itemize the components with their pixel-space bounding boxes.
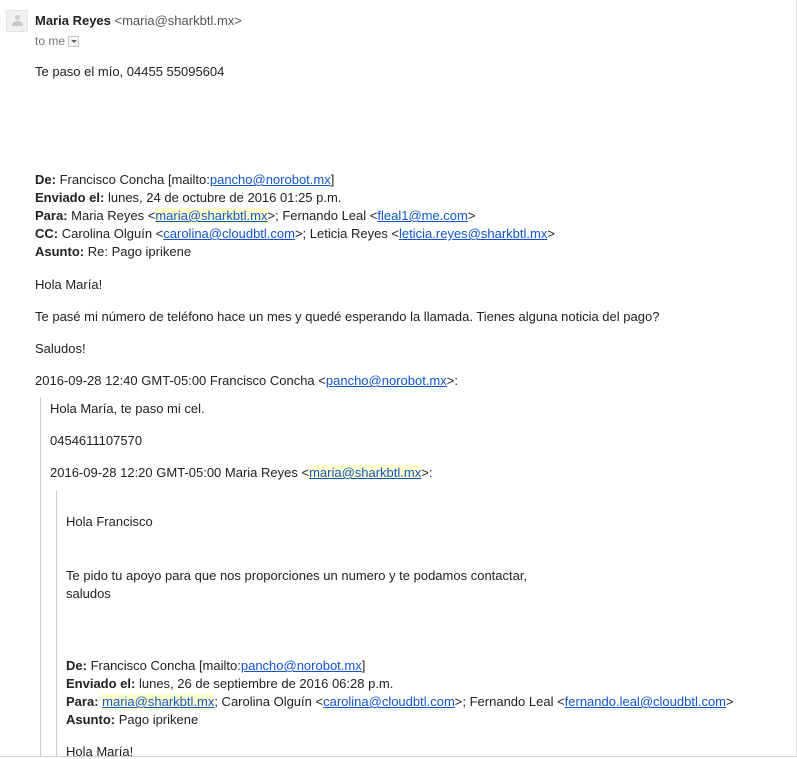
- quote1-line2: 0454611107570: [50, 433, 143, 448]
- fwd1-de-label: De:: [35, 172, 56, 187]
- quote2-para-email1-link[interactable]: maria@sharkbtl.mx: [102, 694, 215, 709]
- quote2-enviado-label: Enviado el:: [66, 676, 136, 691]
- fwd1-cc-close: >: [547, 226, 555, 241]
- fwd1-asunto-line: [35, 244, 191, 259]
- quote2-greeting2: Hola María!: [66, 744, 134, 759]
- fwd1-quote-header-email-link[interactable]: pancho@norobot.mx: [325, 373, 447, 388]
- quote2-asunto-line: [66, 712, 198, 727]
- fwd1-de-line: [35, 172, 334, 187]
- quote2-para-email3-link[interactable]: fernando.leal@cloudbtl.com: [564, 694, 727, 709]
- fwd1-enviado-label: Enviado el:: [35, 190, 105, 205]
- quote2-asunto-label: Asunto:: [66, 712, 116, 727]
- fwd1-quote-header: [35, 373, 458, 388]
- fwd1-de-close: ]: [330, 172, 335, 187]
- quote1-header-prefix: 2016-09-28 12:20 GMT-05:00 Maria Reyes <: [50, 465, 310, 480]
- quote2-greeting: Hola Francisco: [66, 514, 153, 529]
- quote2-de-line: [66, 658, 365, 673]
- quote2-para-close: >: [726, 694, 734, 709]
- fwd1-para-close: >: [467, 208, 476, 223]
- quote2-de-email-link[interactable]: pancho@norobot.mx: [240, 658, 362, 673]
- quote2-enviado-value: lunes, 26 de septiembre de 2016 06:28 p.m.: [135, 676, 394, 691]
- fwd1-enviado-value: lunes, 24 de octubre de 2016 01:25 p.m.: [104, 190, 342, 205]
- quote2-de-name: Francisco Concha [mailto:: [86, 658, 241, 673]
- fwd1-quote-header-suffix: >:: [446, 373, 458, 388]
- fwd1-cc-label: CC:: [35, 226, 59, 241]
- quote1-header-email-link[interactable]: maria@sharkbtl.mx: [309, 465, 422, 480]
- fwd1-quote-header-prefix: 2016-09-28 12:40 GMT-05:00 Francisco Concha <: [35, 373, 326, 388]
- to-me-label: to me: [35, 34, 66, 48]
- sender-name[interactable]: Maria Reyes: [35, 13, 111, 28]
- fwd1-cc-line: [35, 226, 555, 241]
- quote2-de-close: ]: [361, 658, 366, 673]
- fwd1-para-line: [35, 208, 475, 223]
- fwd1-para-mid: >; Fernando Leal <: [267, 208, 378, 223]
- fwd1-cc-name1: Carolina Olguín <: [58, 226, 164, 241]
- quote-bar-level2: [56, 490, 57, 757]
- quote-bar-level1: [40, 397, 41, 757]
- quote2-para-mid: ; Carolina Olguín <: [214, 694, 324, 709]
- quote2-para-mid2: >; Fernando Leal <: [454, 694, 565, 709]
- fwd1-de-email-link[interactable]: pancho@norobot.mx: [209, 172, 331, 187]
- fwd1-de-name: Francisco Concha [mailto:: [55, 172, 210, 187]
- fwd1-cc-email2-link[interactable]: leticia.reyes@sharkbtl.mx: [399, 226, 548, 241]
- sender-email: <maria@sharkbtl.mx>: [114, 13, 242, 28]
- quote2-para-label: Para:: [66, 694, 99, 709]
- sender-line: [35, 13, 242, 28]
- quote2-body1: Te pido tu apoyo para que nos proporciones un numero y te podamos contactar,: [66, 568, 528, 583]
- quote1-header-suffix: >:: [421, 465, 433, 480]
- quote2-para-line: [66, 694, 734, 709]
- quote2-enviado-line: [66, 676, 393, 691]
- fwd1-body: Te pasé mi número de teléfono hace un mes y quedé esperando la llamada. Tienes alguna noticia del pago?: [35, 309, 660, 324]
- fwd1-asunto-value: Re: Pago iprikene: [84, 244, 192, 259]
- fwd1-signoff: Saludos!: [35, 341, 86, 356]
- quote2-body2: saludos: [66, 586, 111, 601]
- fwd1-para-email1-link[interactable]: maria@sharkbtl.mx: [155, 208, 268, 223]
- quote2-asunto-value: Pago iprikene: [115, 712, 199, 727]
- fwd1-para-email2-link[interactable]: fleal1@me.com: [377, 208, 468, 223]
- quote1-header: [50, 465, 432, 480]
- quote2-de-label: De:: [66, 658, 87, 673]
- fwd1-para-label: Para:: [35, 208, 68, 223]
- fwd1-greeting: Hola María!: [35, 277, 103, 292]
- quote2-para-email2-link[interactable]: carolina@cloudbtl.com: [323, 694, 455, 709]
- fwd1-asunto-label: Asunto:: [35, 244, 85, 259]
- default-avatar-icon[interactable]: [6, 10, 28, 32]
- quote1-line1: Hola María, te paso mi cel.: [50, 401, 205, 416]
- message-body: Te paso el mío, 04455 55095604: [35, 64, 225, 79]
- fwd1-cc-email1-link[interactable]: carolina@cloudbtl.com: [163, 226, 295, 241]
- fwd1-enviado-line: [35, 190, 341, 205]
- fwd1-para-name1: Maria Reyes <: [67, 208, 156, 223]
- fwd1-cc-mid: >; Leticia Reyes <: [294, 226, 400, 241]
- chevron-down-icon[interactable]: [68, 36, 79, 47]
- recipient-line: [35, 34, 79, 48]
